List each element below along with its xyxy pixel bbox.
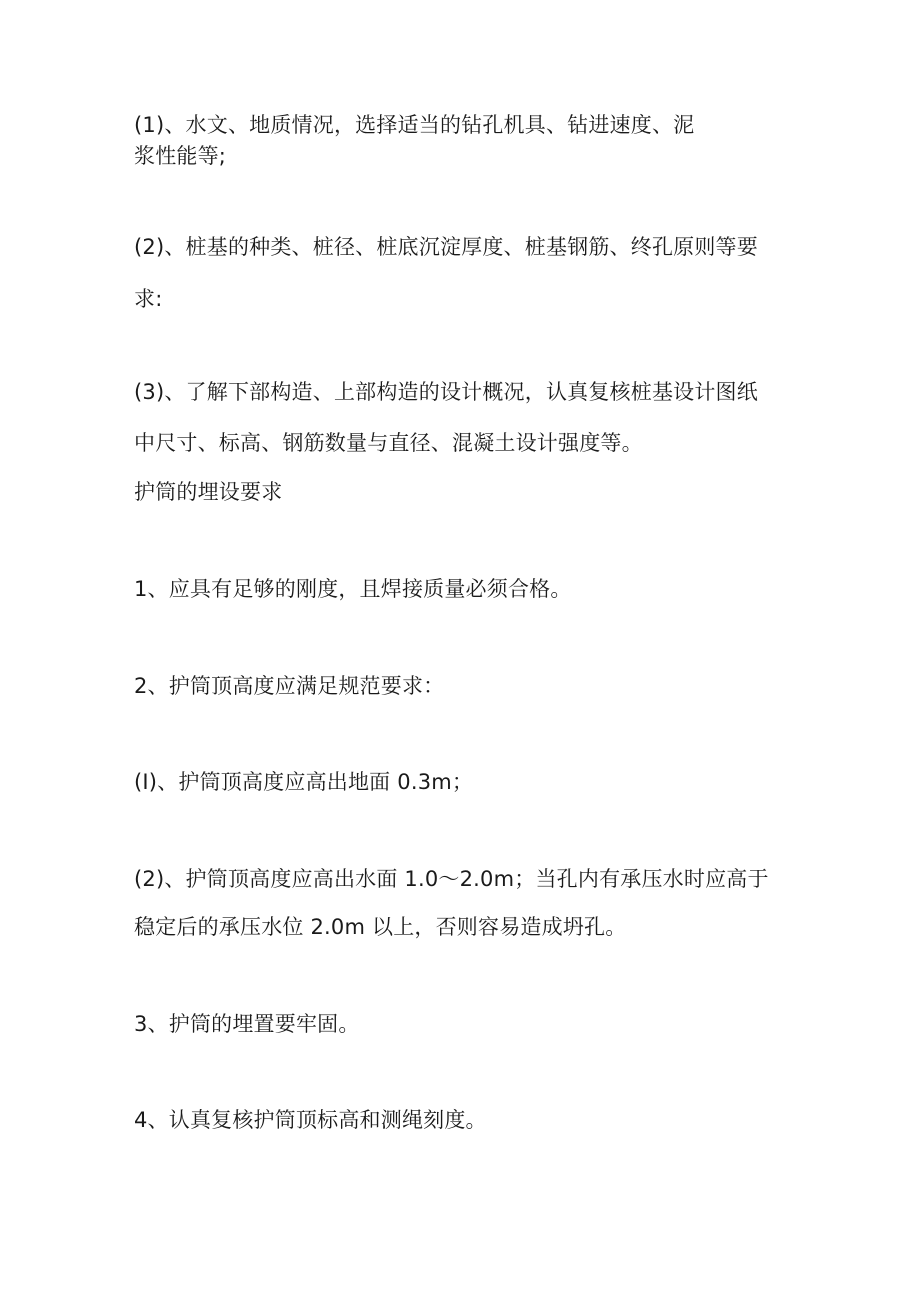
requirement-2: 2、护筒顶高度应满足规范要求： <box>134 674 445 698</box>
requirement-3: 3、护筒的埋置要牢固。 <box>134 1012 360 1036</box>
requirement-1: 1、应具有足够的刚度，且焊接质量必须合格。 <box>134 577 572 601</box>
requirement-4: 4、认真复核护筒顶标高和测绳刻度。 <box>134 1108 487 1132</box>
text-line-item3-part1: (3)、了解下部构造、上部构造的设计概况，认真复核桩基设计图纸 <box>134 380 758 404</box>
text-line-item2-part1: (2)、桩基的种类、桩径、桩底沉淀厚度、桩基钢筋、终孔原则等要 <box>134 235 758 259</box>
requirement-2-sub-2-part1: (2)、护筒顶高度应高出水面 1.0～2.0m；当孔内有承压水时应高于 <box>134 867 769 891</box>
text-line-item1-part1: (1)、水文、地质情况，选择适当的钻孔机具、钻进速度、泥 <box>134 113 695 137</box>
requirement-2-sub-1: (I)、护筒顶高度应高出地面 0.3m； <box>134 770 474 794</box>
text-line-item1-part2: 浆性能等; <box>134 144 227 168</box>
requirement-2-sub-2-part2: 稳定后的承压水位 2.0m 以上，否则容易造成坍孔。 <box>134 915 627 939</box>
section-heading: 护筒的埋设要求 <box>134 480 283 504</box>
text-line-item3-part2: 中尺寸、标高、钢筋数量与直径、混凝土设计强度等。 <box>134 431 643 455</box>
text-line-item2-part2: 求: <box>134 287 163 311</box>
